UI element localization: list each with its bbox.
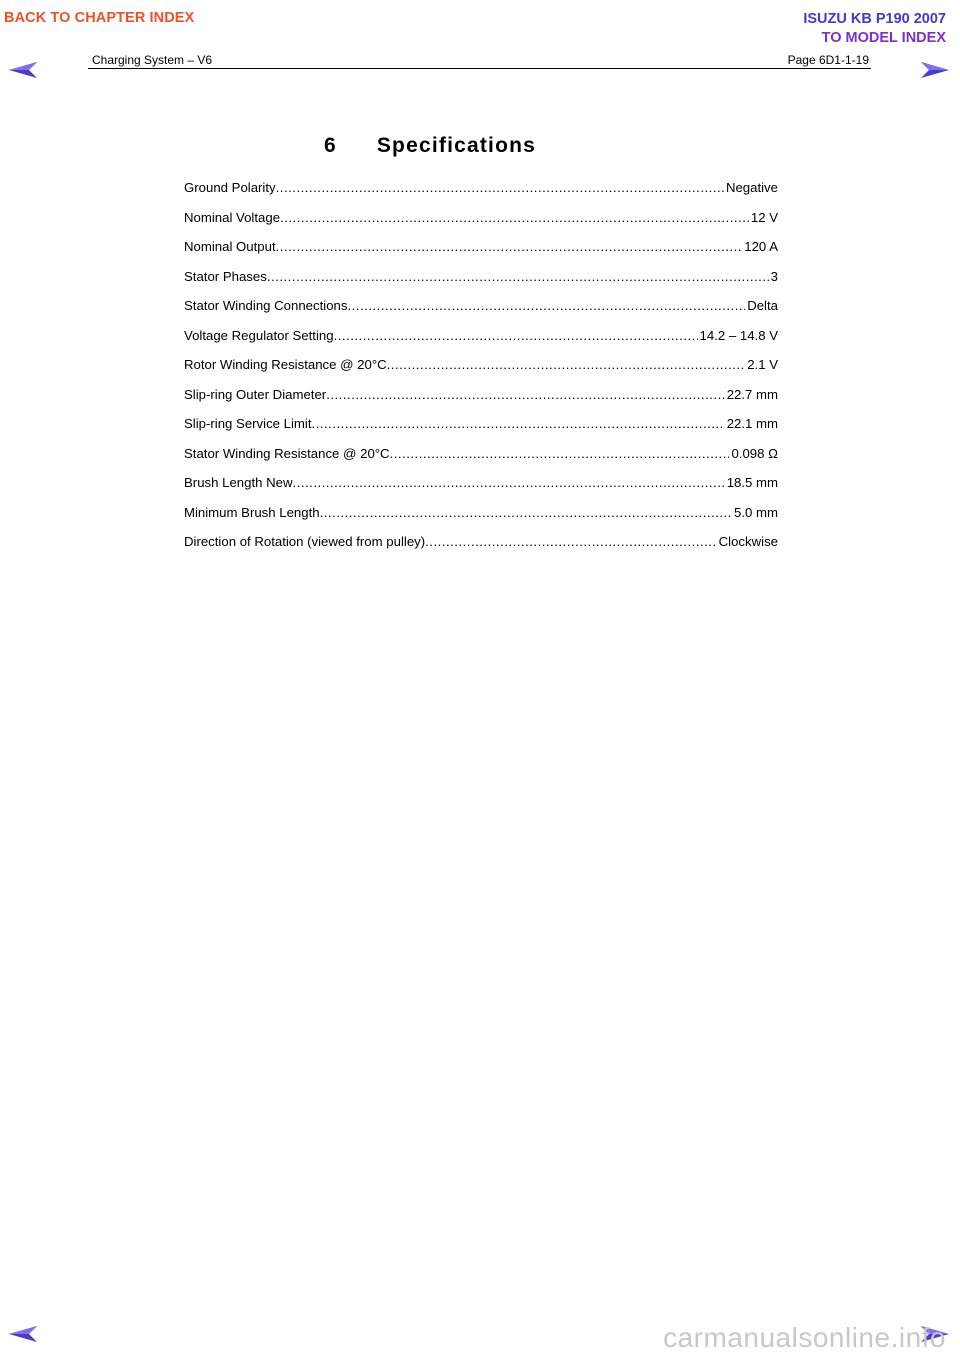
dot-leader xyxy=(280,210,749,225)
spec-label: Stator Winding Connections xyxy=(184,298,348,313)
header-divider xyxy=(88,68,871,69)
header-page-number: Page 6D1-1-19 xyxy=(787,53,869,67)
prev-page-arrow-bottom-icon[interactable] xyxy=(8,1324,38,1344)
spec-value: 12 V xyxy=(750,209,778,225)
spec-row xyxy=(184,534,778,564)
spec-value: Clockwise xyxy=(718,534,778,549)
specifications-list xyxy=(184,180,778,564)
section-title: Specifications xyxy=(376,134,537,157)
dot-leader xyxy=(387,357,746,372)
spec-row xyxy=(184,210,778,240)
spec-label: Brush Length New xyxy=(184,475,293,490)
spec-label: Nominal Voltage xyxy=(184,209,281,225)
dot-leader xyxy=(267,269,769,284)
header-section-title: Charging System – V6 xyxy=(92,53,213,67)
back-to-chapter-index-link[interactable]: BACK TO CHAPTER INDEX xyxy=(4,10,195,26)
spec-value: 18.5 mm xyxy=(726,475,778,490)
dot-leader xyxy=(320,505,732,520)
section-heading xyxy=(0,134,860,158)
spec-value: 14.2 – 14.8 V xyxy=(699,327,778,343)
dot-leader xyxy=(276,180,724,195)
spec-value: Negative xyxy=(725,180,778,195)
spec-row xyxy=(184,269,778,299)
spec-label: Ground Polarity xyxy=(184,180,276,195)
spec-row xyxy=(184,446,778,476)
spec-row xyxy=(184,475,778,505)
spec-label: Nominal Output xyxy=(184,239,276,254)
spec-value: 2.1 V xyxy=(747,357,778,372)
spec-label: Slip-ring Service Limit xyxy=(184,416,312,431)
dot-leader xyxy=(312,416,725,431)
dot-leader xyxy=(293,475,725,490)
spec-value: 3 xyxy=(770,268,778,284)
prev-page-arrow-icon[interactable] xyxy=(8,60,38,80)
dot-leader xyxy=(276,239,743,254)
spec-label: Direction of Rotation (viewed from pulley) xyxy=(184,534,426,549)
dot-leader xyxy=(334,328,698,343)
spec-value: 0.098 Ω xyxy=(731,445,778,461)
section-number: 6 xyxy=(323,134,337,157)
spec-row xyxy=(184,298,778,328)
spec-row xyxy=(184,357,778,387)
watermark-text: carmanualsonline.info xyxy=(663,1322,946,1353)
dot-leader xyxy=(425,534,717,549)
spec-row xyxy=(184,416,778,446)
model-title: ISUZU KB P190 2007 xyxy=(803,11,946,27)
spec-label: Voltage Regulator Setting xyxy=(184,327,334,343)
spec-value: 5.0 mm xyxy=(734,504,778,520)
next-page-arrow-icon[interactable] xyxy=(920,60,950,80)
dot-leader xyxy=(390,446,730,461)
dot-leader xyxy=(347,298,745,313)
model-nav xyxy=(803,10,946,48)
spec-value: 120 A xyxy=(744,239,778,254)
spec-row xyxy=(184,387,778,417)
to-model-index-link[interactable]: TO MODEL INDEX xyxy=(821,30,946,46)
spec-value: 22.1 mm xyxy=(726,416,778,431)
spec-label: Rotor Winding Resistance @ 20°C xyxy=(184,357,387,372)
spec-label: Minimum Brush Length xyxy=(184,504,320,520)
spec-row xyxy=(184,328,778,358)
spec-label: Stator Phases xyxy=(184,268,267,284)
spec-value: Delta xyxy=(747,298,778,313)
spec-row xyxy=(184,180,778,210)
spec-row xyxy=(184,505,778,535)
spec-label: Stator Winding Resistance @ 20°C xyxy=(184,445,390,461)
dot-leader xyxy=(326,387,725,402)
spec-label: Slip-ring Outer Diameter xyxy=(184,386,327,402)
spec-value: 22.7 mm xyxy=(726,386,778,402)
spec-row xyxy=(184,239,778,269)
